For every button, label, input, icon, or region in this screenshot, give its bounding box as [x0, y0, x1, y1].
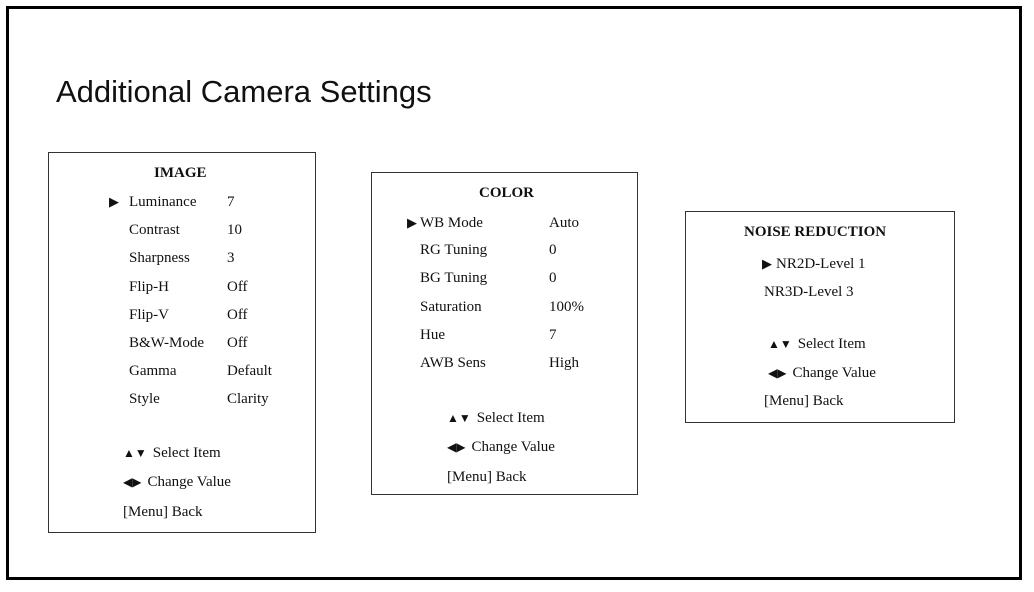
image-menu-panel: [48, 152, 316, 533]
image-item-sharpness[interactable]: [49, 248, 315, 268]
image-item-value: 7: [227, 194, 235, 210]
select-item-label: Select Item: [152, 445, 221, 461]
noise-item-label: NR3D-Level 3: [764, 284, 854, 300]
color-item-label: Saturation: [420, 299, 482, 315]
image-item-bw-mode[interactable]: [49, 333, 315, 353]
image-item-value: 10: [227, 222, 242, 238]
change-value-label: Change Value: [792, 365, 876, 381]
image-item-value: Clarity: [227, 391, 269, 407]
image-item-label: Flip-H: [129, 279, 170, 295]
color-menu-title: COLOR: [479, 185, 535, 201]
color-item-value: 100%: [549, 299, 584, 315]
up-down-arrows-icon: ▲▼: [447, 411, 471, 425]
left-right-arrows-icon: ◀▶: [447, 440, 466, 454]
color-item-label: Hue: [420, 327, 445, 343]
change-value-hint: [768, 365, 876, 382]
image-item-luminance[interactable]: [49, 192, 315, 212]
color-item-saturation[interactable]: [372, 297, 637, 317]
color-item-label: RG Tuning: [420, 242, 488, 258]
selected-arrow-icon: ▶: [109, 194, 119, 209]
select-item-hint: [123, 445, 221, 462]
image-item-style[interactable]: [49, 389, 315, 409]
image-item-value: Off: [227, 335, 248, 351]
left-right-arrows-icon: ◀▶: [123, 475, 142, 489]
color-item-value: 0: [549, 242, 557, 258]
image-item-label: Gamma: [129, 363, 177, 379]
image-item-value: Off: [227, 307, 248, 323]
noise-menu-title: NOISE REDUCTION: [744, 224, 887, 240]
color-item-wb-mode[interactable]: [372, 213, 637, 233]
image-item-label: Style: [129, 391, 160, 407]
change-value-hint: [123, 474, 231, 491]
color-item-rg-tuning[interactable]: [372, 240, 637, 260]
noise-item-label: NR2D-Level 1: [776, 256, 866, 272]
image-item-label: Contrast: [129, 222, 180, 238]
change-value-label: Change Value: [147, 474, 231, 490]
color-item-label: WB Mode: [420, 215, 483, 231]
left-right-arrows-icon: ◀▶: [768, 366, 787, 380]
up-down-arrows-icon: ▲▼: [123, 446, 147, 460]
select-item-label: Select Item: [797, 336, 866, 352]
image-item-label: Sharpness: [129, 250, 190, 266]
select-item-label: Select Item: [476, 410, 545, 426]
menu-back-hint: [Menu] Back: [764, 393, 844, 409]
change-value-label: Change Value: [471, 439, 555, 455]
color-item-value: 7: [549, 327, 557, 343]
image-item-label: B&W-Mode: [129, 335, 204, 351]
change-value-hint: [447, 439, 555, 456]
color-item-value: Auto: [549, 215, 579, 231]
menu-back-hint: [Menu] Back: [123, 504, 203, 520]
image-item-flip-h[interactable]: [49, 277, 315, 297]
image-item-value: Off: [227, 279, 248, 295]
color-item-value: 0: [549, 270, 557, 286]
menu-back-hint: [Menu] Back: [447, 469, 527, 485]
color-item-label: AWB Sens: [420, 355, 486, 371]
noise-reduction-panel: [685, 211, 955, 423]
color-item-bg-tuning[interactable]: [372, 268, 637, 288]
up-down-arrows-icon: ▲▼: [768, 337, 792, 351]
image-item-flip-v[interactable]: [49, 305, 315, 325]
image-item-value: Default: [227, 363, 272, 379]
select-item-hint: [447, 410, 545, 427]
noise-item-nr3d[interactable]: [686, 282, 954, 302]
selected-arrow-icon: ▶: [762, 256, 772, 271]
color-item-label: BG Tuning: [420, 270, 488, 286]
color-item-hue[interactable]: [372, 325, 637, 345]
image-item-label: Flip-V: [129, 307, 170, 323]
color-item-value: High: [549, 355, 579, 371]
color-item-awb-sens[interactable]: [372, 353, 637, 373]
image-item-label: Luminance: [129, 194, 197, 210]
slide-title: Additional Camera Settings: [56, 74, 432, 109]
image-item-gamma[interactable]: [49, 361, 315, 381]
image-menu-title: IMAGE: [154, 165, 207, 181]
select-item-hint: [768, 336, 866, 353]
color-menu-panel: [371, 172, 638, 495]
image-item-contrast[interactable]: [49, 220, 315, 240]
noise-item-nr2d[interactable]: [686, 254, 954, 274]
image-item-value: 3: [227, 250, 235, 266]
selected-arrow-icon: ▶: [407, 215, 417, 230]
